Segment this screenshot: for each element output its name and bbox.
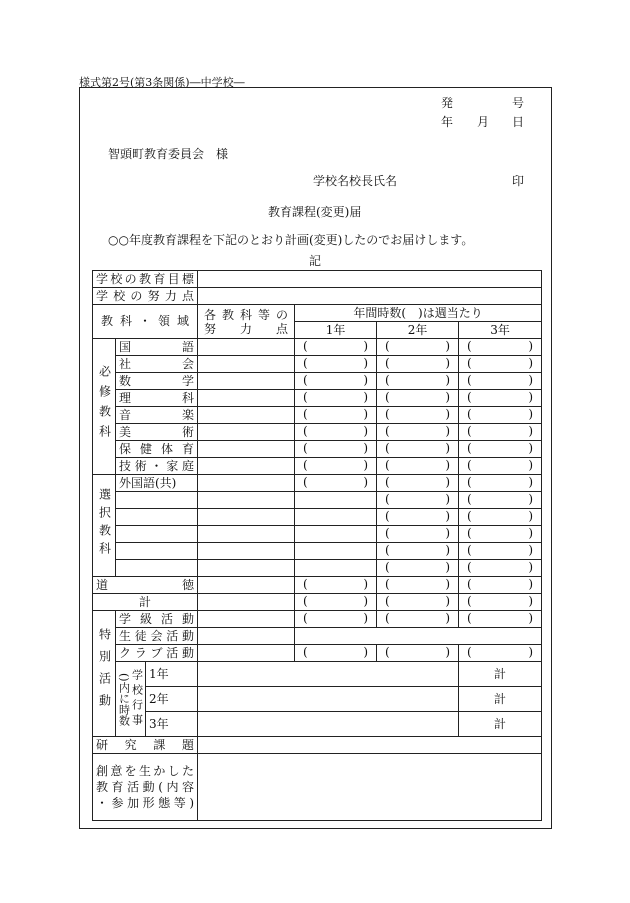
hours-cell-y2[interactable] — [377, 509, 459, 526]
close-paren: ) — [528, 424, 534, 438]
hours-cell-y1-empty[interactable] — [295, 492, 377, 509]
subject-effort-field[interactable] — [198, 492, 295, 509]
subject-effort-field[interactable] — [198, 577, 295, 594]
year-1-header: 1年 — [295, 322, 377, 339]
hours-cell-y3[interactable] — [459, 373, 542, 390]
table-row — [93, 288, 542, 305]
subject-effort-header-line2: 努力点 — [204, 321, 289, 336]
activity-effort-field[interactable] — [198, 611, 295, 628]
open-paren: ( — [303, 441, 308, 455]
table-row — [93, 492, 542, 509]
hours-cell-y3[interactable] — [459, 526, 542, 543]
open-paren: ( — [467, 594, 472, 608]
open-paren: ( — [467, 390, 472, 404]
hours-cell-y2[interactable] — [377, 424, 459, 441]
open-paren: ( — [385, 390, 390, 404]
event-content-field[interactable] — [198, 687, 459, 712]
hours-cell-y2[interactable] — [377, 373, 459, 390]
open-paren: ( — [467, 424, 472, 438]
event-year-label: 1年 — [146, 662, 198, 687]
hours-cell-y1[interactable] — [295, 373, 377, 390]
subject-effort-field[interactable] — [198, 509, 295, 526]
open-paren: ( — [385, 458, 390, 472]
close-paren: ) — [363, 407, 369, 421]
close-paren: ) — [528, 611, 534, 625]
hours-cell-y1[interactable] — [295, 356, 377, 373]
hours-cell-y2[interactable] — [377, 594, 459, 611]
intro-text: ○○年度教育課程を下記のとおり計画(変更)したのでお届けします。 — [108, 233, 474, 247]
open-paren: ( — [467, 458, 472, 472]
open-paren: ( — [303, 356, 308, 370]
table-row — [93, 645, 542, 662]
addressee: 智頭町教育委員会 様 — [108, 147, 229, 161]
principal-name-label: 学校名校長氏名 — [313, 174, 398, 188]
open-paren: ( — [385, 475, 390, 489]
activity-label: 学級活動 — [116, 611, 198, 628]
open-paren: ( — [467, 526, 472, 540]
close-paren: ) — [363, 458, 369, 472]
year-2-header: 2年 — [377, 322, 459, 339]
open-paren: ( — [385, 441, 390, 455]
hours-cell-y2[interactable] — [377, 390, 459, 407]
hours-cell-y2[interactable] — [377, 339, 459, 356]
close-paren: ) — [363, 475, 369, 489]
subject-effort-field[interactable] — [198, 475, 295, 492]
annual-hours-header: 年間時数( )は週当たり — [295, 305, 542, 322]
subject-label: 数学 — [116, 373, 198, 390]
open-paren: ( — [467, 475, 472, 489]
hours-cell-y1[interactable] — [295, 611, 377, 628]
open-paren: ( — [303, 458, 308, 472]
document-title: 教育課程(変更)届 — [268, 205, 362, 219]
open-paren: ( — [303, 611, 308, 625]
open-paren: ( — [303, 407, 308, 421]
hours-cell-y1-empty[interactable] — [295, 543, 377, 560]
hours-cell-y1[interactable] — [295, 577, 377, 594]
hours-cell-y3[interactable] — [459, 492, 542, 509]
open-paren: ( — [467, 543, 472, 557]
table-row — [93, 509, 542, 526]
day-label: 日 — [512, 115, 525, 129]
subject-label: 理科 — [116, 390, 198, 407]
hours-cell-y1[interactable] — [295, 645, 377, 662]
hours-note-text: ()内に時数 — [117, 672, 131, 726]
close-paren: ) — [445, 475, 451, 489]
hours-cell-y1[interactable] — [295, 390, 377, 407]
close-paren: ) — [445, 594, 451, 608]
total-label: 計 — [93, 594, 198, 611]
table-row — [93, 577, 542, 594]
close-paren: ) — [363, 441, 369, 455]
hours-cell-y3[interactable] — [459, 645, 542, 662]
research-topic-field[interactable] — [198, 737, 542, 754]
subject-effort-field[interactable] — [198, 543, 295, 560]
subject-effort-field[interactable] — [198, 407, 295, 424]
hours-cell-y1[interactable] — [295, 441, 377, 458]
hours-cell-y2[interactable] — [377, 526, 459, 543]
creative-activities-field[interactable] — [198, 754, 542, 821]
elective-subject-field[interactable] — [116, 526, 198, 543]
hours-cell-y3[interactable] — [459, 407, 542, 424]
hours-cell-y3[interactable] — [459, 611, 542, 628]
moral-education-label: 道徳 — [93, 577, 198, 594]
close-paren: ) — [528, 441, 534, 455]
compulsory-group-label — [93, 339, 116, 475]
hours-cell-y3[interactable] — [459, 339, 542, 356]
event-total-label: 計 — [459, 687, 542, 712]
hours-cell-y3[interactable] — [459, 441, 542, 458]
hours-cell-y2[interactable] — [377, 458, 459, 475]
hours-cell-y3[interactable] — [459, 509, 542, 526]
close-paren: ) — [528, 560, 534, 574]
table-row — [93, 424, 542, 441]
close-paren: ) — [363, 594, 369, 608]
close-paren: ) — [363, 356, 369, 370]
close-paren: ) — [445, 424, 451, 438]
open-paren: ( — [303, 577, 308, 591]
event-total-label: 計 — [459, 712, 542, 737]
close-paren: ) — [363, 645, 369, 659]
open-paren: ( — [303, 475, 308, 489]
hours-cell-y1-empty[interactable] — [295, 560, 377, 577]
open-paren: ( — [385, 356, 390, 370]
open-paren: ( — [303, 373, 308, 387]
subject-effort-field[interactable] — [198, 373, 295, 390]
close-paren: ) — [528, 475, 534, 489]
subject-effort-field[interactable] — [198, 356, 295, 373]
hours-cell-y3[interactable] — [459, 458, 542, 475]
open-paren: ( — [385, 407, 390, 421]
table-row — [93, 543, 542, 560]
event-year-label: 2年 — [146, 687, 198, 712]
table-row — [93, 305, 542, 322]
school-effort-label: 学校の努力点 — [93, 288, 198, 305]
open-paren: ( — [303, 594, 308, 608]
hours-cell-y2[interactable] — [377, 441, 459, 458]
subject-effort-field[interactable] — [198, 339, 295, 356]
hours-cell-y1[interactable] — [295, 594, 377, 611]
table-row — [93, 271, 542, 288]
activity-label: クラブ活動 — [116, 645, 198, 662]
close-paren: ) — [445, 560, 451, 574]
close-paren: ) — [363, 611, 369, 625]
subject-label: 技術・家庭 — [116, 458, 198, 475]
table-row — [93, 475, 542, 492]
table-row — [93, 373, 542, 390]
open-paren: ( — [385, 509, 390, 523]
close-paren: ) — [528, 594, 534, 608]
close-paren: ) — [445, 611, 451, 625]
table-row — [93, 687, 542, 712]
hours-cell-y1-empty[interactable] — [295, 509, 377, 526]
close-paren: ) — [445, 407, 451, 421]
open-paren: ( — [385, 526, 390, 540]
curriculum-table — [92, 270, 542, 821]
activity-label: 生徒会活動 — [116, 628, 198, 645]
close-paren: ) — [445, 543, 451, 557]
open-paren: ( — [385, 543, 390, 557]
hours-cell-y2[interactable] — [377, 407, 459, 424]
ki-heading: 記 — [309, 254, 322, 268]
research-topic-label: 研究課題 — [93, 737, 198, 754]
close-paren: ) — [363, 577, 369, 591]
hours-cell-y2[interactable] — [377, 645, 459, 662]
open-paren: ( — [467, 356, 472, 370]
subject-label: 保健体育 — [116, 441, 198, 458]
year-3-header: 3年 — [459, 322, 542, 339]
hours-cell-y2[interactable] — [377, 577, 459, 594]
open-paren: ( — [467, 509, 472, 523]
hours-cell-y1[interactable] — [295, 458, 377, 475]
open-paren: ( — [467, 492, 472, 506]
close-paren: ) — [445, 390, 451, 404]
open-paren: ( — [467, 407, 472, 421]
school-events-label — [116, 662, 146, 737]
open-paren: ( — [467, 577, 472, 591]
subject-effort-field[interactable] — [198, 390, 295, 407]
close-paren: ) — [363, 339, 369, 353]
close-paren: ) — [363, 390, 369, 404]
student-council-hours-field[interactable] — [295, 628, 542, 645]
close-paren: ) — [445, 509, 451, 523]
table-row — [93, 662, 542, 687]
hours-cell-y3[interactable] — [459, 424, 542, 441]
close-paren: ) — [528, 543, 534, 557]
open-paren: ( — [385, 577, 390, 591]
table-row — [93, 458, 542, 475]
hours-cell-y2[interactable] — [377, 356, 459, 373]
table-row — [93, 611, 542, 628]
subject-effort-header-line1: 各教科等の — [204, 307, 289, 322]
creative-activities-line3: ・参加形態等) — [96, 796, 195, 810]
table-row — [93, 754, 542, 821]
open-paren: ( — [303, 390, 308, 404]
hours-cell-y1[interactable] — [295, 407, 377, 424]
table-row — [93, 526, 542, 543]
hours-cell-y1[interactable] — [295, 424, 377, 441]
month-label: 月 — [477, 115, 490, 129]
open-paren: ( — [385, 560, 390, 574]
issue-label: 発 — [441, 96, 454, 110]
close-paren: ) — [528, 339, 534, 353]
hours-cell-y1[interactable] — [295, 339, 377, 356]
form-number-label: 様式第2号(第3条関係)―中学校― — [79, 76, 245, 89]
open-paren: ( — [385, 611, 390, 625]
year-label: 年 — [441, 115, 454, 129]
open-paren: ( — [303, 424, 308, 438]
open-paren: ( — [385, 492, 390, 506]
school-goal-label: 学校の教育目標 — [93, 271, 198, 288]
hours-cell-y2[interactable] — [377, 475, 459, 492]
subject-area-header: 教科・領域 — [93, 305, 198, 339]
table-row — [93, 594, 542, 611]
event-content-field[interactable] — [198, 662, 459, 687]
table-row — [93, 441, 542, 458]
elective-subject-field[interactable] — [116, 560, 198, 577]
close-paren: ) — [363, 424, 369, 438]
close-paren: ) — [528, 577, 534, 591]
open-paren: ( — [385, 339, 390, 353]
hours-cell-y3[interactable] — [459, 390, 542, 407]
close-paren: ) — [528, 373, 534, 387]
event-year-label: 3年 — [146, 712, 198, 737]
hours-cell-y2[interactable] — [377, 611, 459, 628]
table-row — [93, 628, 542, 645]
subject-label: 美術 — [116, 424, 198, 441]
table-row — [93, 390, 542, 407]
hours-cell-y3[interactable] — [459, 356, 542, 373]
close-paren: ) — [445, 356, 451, 370]
event-total-label: 計 — [459, 662, 542, 687]
hours-cell-y3[interactable] — [459, 560, 542, 577]
hours-cell-y2[interactable] — [377, 543, 459, 560]
seal-mark: 印 — [512, 174, 525, 188]
special-activities-group-label — [93, 611, 116, 737]
hours-cell-y3[interactable] — [459, 594, 542, 611]
close-paren: ) — [445, 577, 451, 591]
activity-effort-field[interactable] — [198, 628, 295, 645]
close-paren: ) — [445, 339, 451, 353]
table-row — [93, 712, 542, 737]
table-row — [93, 356, 542, 373]
compulsory-group-text: 必修教科 — [97, 364, 112, 445]
open-paren: ( — [385, 645, 390, 659]
open-paren: ( — [467, 441, 472, 455]
open-paren: ( — [467, 373, 472, 387]
table-row — [93, 407, 542, 424]
school-events-text: 学校行事 — [130, 669, 144, 729]
table-row — [93, 737, 542, 754]
close-paren: ) — [445, 441, 451, 455]
close-paren: ) — [528, 645, 534, 659]
hours-cell-y2[interactable] — [377, 492, 459, 509]
open-paren: ( — [385, 373, 390, 387]
close-paren: ) — [445, 458, 451, 472]
school-goal-field[interactable] — [198, 271, 542, 288]
close-paren: ) — [528, 356, 534, 370]
open-paren: ( — [385, 594, 390, 608]
close-paren: ) — [528, 526, 534, 540]
event-content-field[interactable] — [198, 712, 459, 737]
close-paren: ) — [445, 492, 451, 506]
table-row — [93, 339, 542, 356]
school-effort-field[interactable] — [198, 288, 542, 305]
hours-cell-y3[interactable] — [459, 577, 542, 594]
close-paren: ) — [528, 509, 534, 523]
elective-subject-field[interactable] — [116, 543, 198, 560]
open-paren: ( — [303, 645, 308, 659]
subject-effort-header — [198, 305, 295, 339]
close-paren: ) — [445, 373, 451, 387]
close-paren: ) — [528, 407, 534, 421]
special-activities-group-text: 特別活動 — [97, 627, 112, 716]
elective-subject-field[interactable] — [116, 509, 198, 526]
close-paren: ) — [528, 390, 534, 404]
open-paren: ( — [467, 560, 472, 574]
close-paren: ) — [528, 492, 534, 506]
open-paren: ( — [385, 424, 390, 438]
open-paren: ( — [467, 645, 472, 659]
subject-effort-field[interactable] — [198, 560, 295, 577]
subject-label: 国語 — [116, 339, 198, 356]
hours-cell-y1-empty[interactable] — [295, 526, 377, 543]
activity-effort-field[interactable] — [198, 645, 295, 662]
hours-cell-y2[interactable] — [377, 560, 459, 577]
subject-label: 社会 — [116, 356, 198, 373]
creative-activities-line2: 教育活動(内容 — [96, 780, 195, 794]
table-row — [93, 560, 542, 577]
creative-activities-label — [93, 754, 198, 821]
creative-activities-line1: 創意を生かした — [96, 764, 195, 778]
open-paren: ( — [467, 339, 472, 353]
number-label: 号 — [512, 96, 525, 110]
elective-group-label — [93, 475, 116, 577]
subject-effort-field[interactable] — [198, 594, 295, 611]
elective-group-text: 選択教科 — [97, 487, 112, 560]
close-paren: ) — [445, 526, 451, 540]
subject-effort-field[interactable] — [198, 526, 295, 543]
hours-cell-y3[interactable] — [459, 543, 542, 560]
hours-cell-y3[interactable] — [459, 475, 542, 492]
subject-effort-field[interactable] — [198, 424, 295, 441]
subject-label: 音楽 — [116, 407, 198, 424]
close-paren: ) — [445, 645, 451, 659]
hours-cell-y1[interactable] — [295, 475, 377, 492]
open-paren: ( — [303, 339, 308, 353]
close-paren: ) — [363, 373, 369, 387]
close-paren: ) — [528, 458, 534, 472]
subject-label: 外国語(共) — [116, 475, 198, 492]
elective-subject-field[interactable] — [116, 492, 198, 509]
subject-effort-field[interactable] — [198, 441, 295, 458]
subject-effort-field[interactable] — [198, 458, 295, 475]
open-paren: ( — [467, 611, 472, 625]
